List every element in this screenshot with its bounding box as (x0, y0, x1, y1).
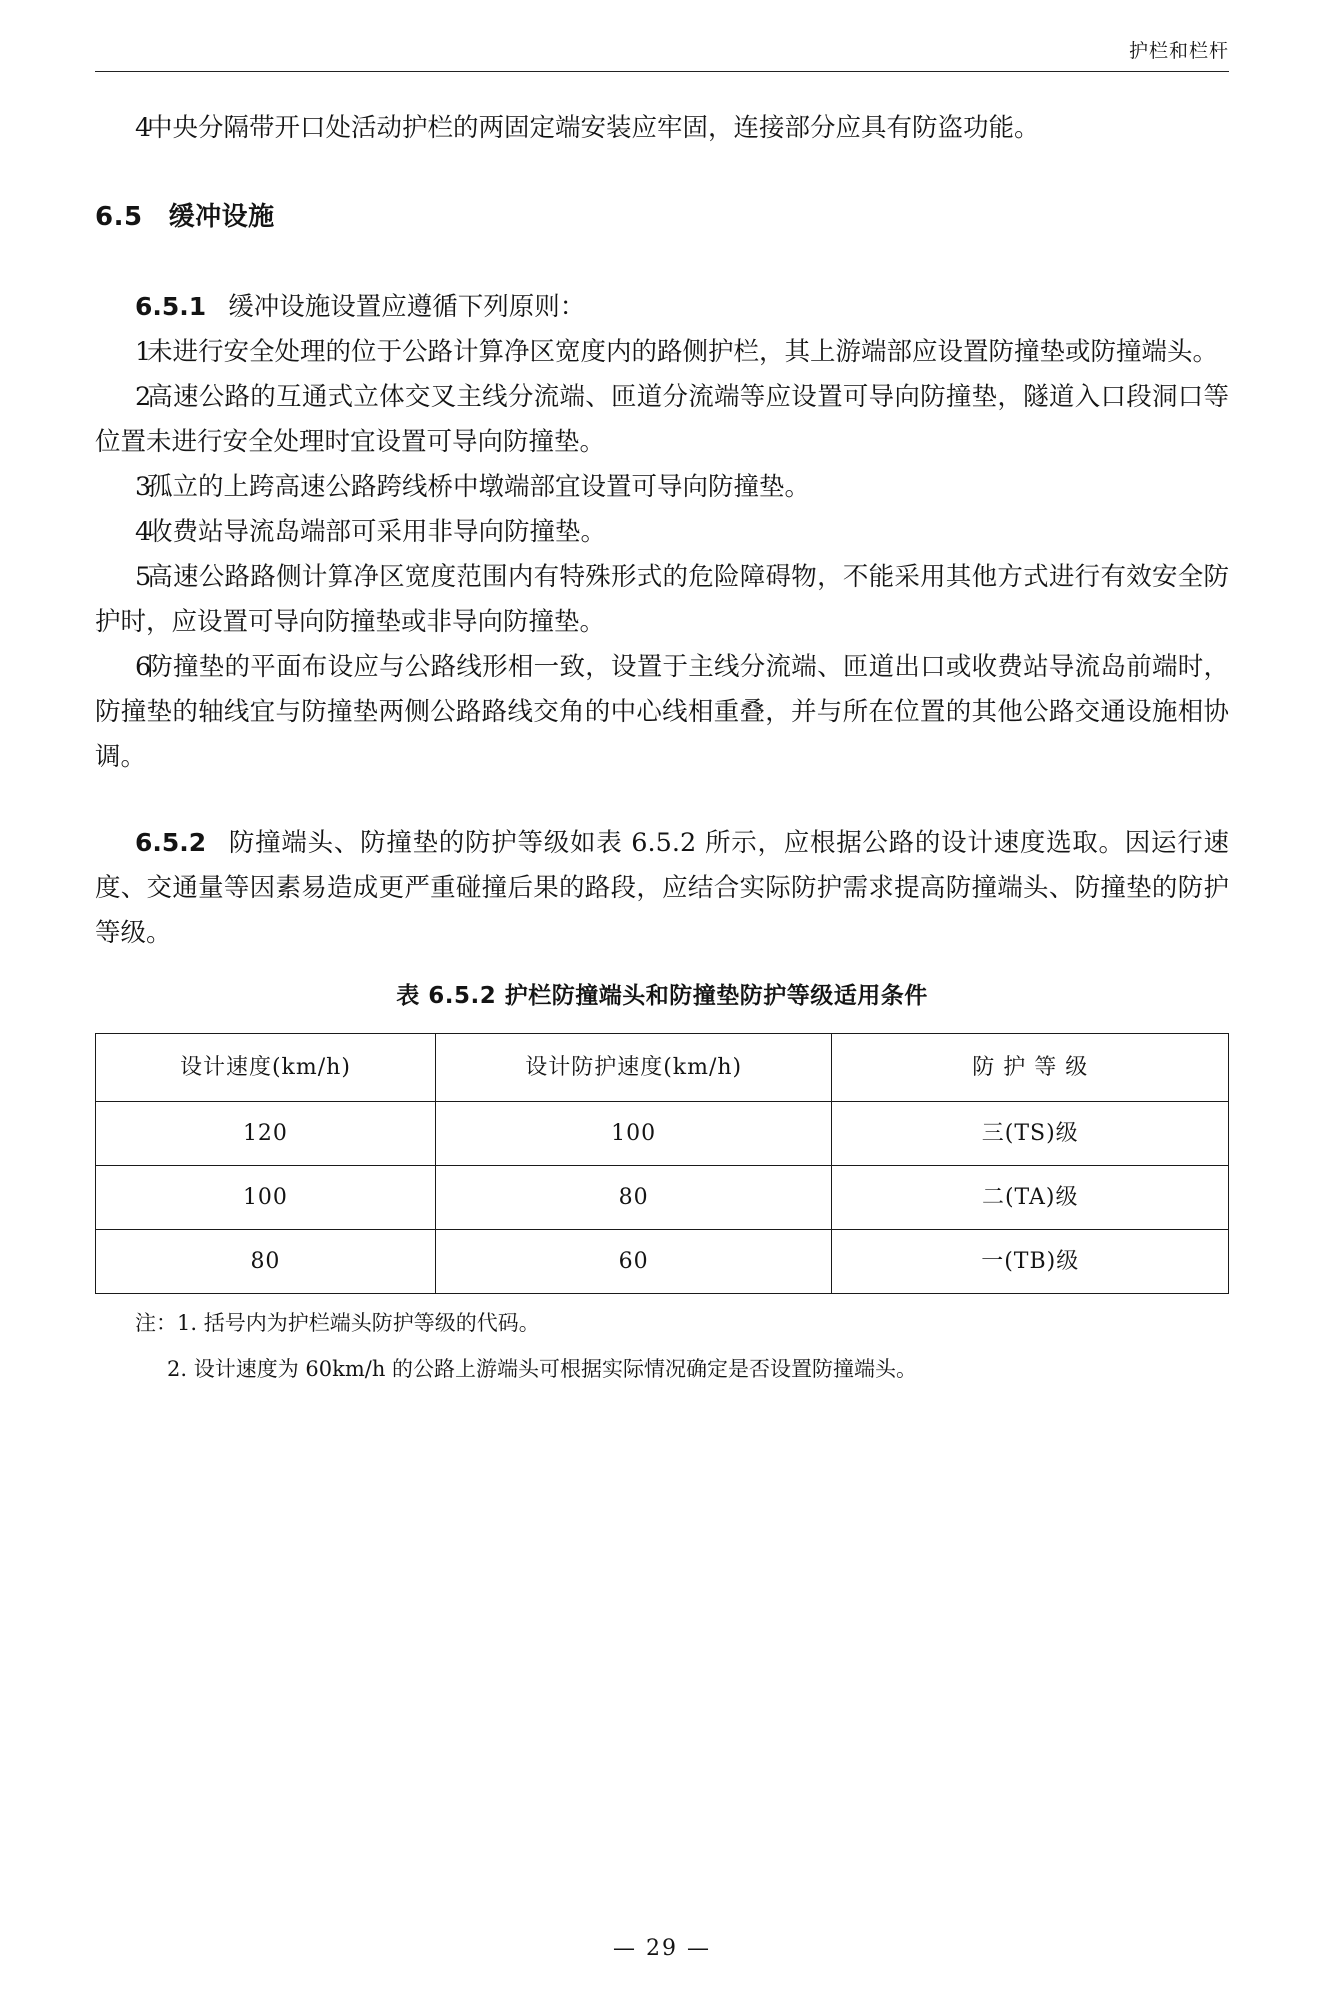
table-note-line: 注：1. 括号内为护栏端头防护等级的代码。 (135, 1311, 540, 1335)
clause-651-number: 6.5.1 (135, 292, 207, 321)
table-row (96, 1166, 1229, 1230)
protection-level-table (95, 1033, 1229, 1294)
table-cell: 100 (96, 1166, 436, 1230)
page-header (95, 0, 1229, 72)
section-title: 缓冲设施 (168, 202, 275, 232)
list-item-text: 高速公路路侧计算净区宽度范围内有特殊形式的危险障碍物，不能采用其他方式进行有效安全防护时，应设置可导向防撞垫或非导向防撞垫。 (95, 562, 1229, 637)
table-header-cell: 设计速度(km/h) (96, 1034, 436, 1102)
table-header-cell: 防 护 等 级 (832, 1034, 1229, 1102)
table-row (96, 1230, 1229, 1294)
list-item (95, 330, 1229, 375)
list-item (95, 510, 1229, 555)
table-cell: 三(TS)级 (832, 1102, 1229, 1166)
page-content (95, 106, 1229, 1386)
list-item-number: 3 (135, 472, 152, 502)
table-row (96, 1102, 1229, 1166)
list-item-text: 收费站导流岛端部可采用非导向防撞垫。 (147, 517, 607, 547)
list-item (95, 465, 1229, 510)
clause-652-number: 6.5.2 (135, 828, 207, 857)
page-number: — 29 — (613, 1936, 711, 1961)
list-item-number: 1 (135, 337, 152, 367)
list-item-text: 高速公路的互通式立体交叉主线分流端、匝道分流端等应设置可导向防撞垫，隧道入口段洞口等位置未进行安全处理时宜设置可导向防撞垫。 (95, 382, 1229, 457)
table-header-row (96, 1034, 1229, 1102)
paragraph-spacer (95, 780, 1229, 820)
clause-651-lead: 缓冲设施设置应遵循下列原则： (228, 292, 586, 322)
table-caption: 表 6.5.2 护栏防撞端头和防撞垫防护等级适用条件 (396, 983, 928, 1009)
table-cell: 60 (435, 1230, 832, 1294)
top-list-item-number: 4 (135, 113, 152, 143)
table-note-line: 2. 设计速度为 60km/h 的公路上游端头可根据实际情况确定是否设置防撞端头。 (167, 1357, 918, 1381)
list-item-number: 4 (135, 517, 152, 547)
list-item-text: 孤立的上跨高速公路跨线桥中墩端部宜设置可导向防撞垫。 (147, 472, 811, 502)
top-list-item-text: 中央分隔带开口处活动护栏的两固定端安装应牢固，连接部分应具有防盗功能。 (147, 113, 1040, 143)
table-cell: 100 (435, 1102, 832, 1166)
list-item-text: 防撞垫的平面布设应与公路线形相一致，设置于主线分流端、匝道出口或收费站导流岛前端时，防撞垫的轴线宜与防撞垫两侧公路路线交角的中心线相重叠，并与所在位置的其他公路交通设施相协调。 (95, 652, 1229, 772)
list-item-number: 6 (135, 652, 152, 682)
list-item-text: 未进行安全处理的位于公路计算净区宽度内的路侧护栏，其上游端部应设置防撞垫或防撞端头。 (147, 337, 1219, 367)
header-divider (95, 71, 1229, 72)
clause-651 (95, 284, 1229, 330)
table-header-cell: 设计防护速度(km/h) (435, 1034, 832, 1102)
table-cell: 80 (96, 1230, 436, 1294)
list-item (95, 375, 1229, 465)
clause-652-text: 防撞端头、防撞垫的防护等级如表 6.5.2 所示，应根据公路的设计速度选取。因运行速度、交通量等因素易造成更严重碰撞后果的路段，应结合实际防护需求提高防撞端头、防撞垫的防护等级。 (95, 828, 1229, 948)
list-item (95, 555, 1229, 645)
table-cell: 80 (435, 1166, 832, 1230)
list-item-number: 2 (135, 382, 152, 412)
top-list-item (95, 106, 1229, 151)
page-footer (0, 1936, 1324, 1961)
list-item (95, 645, 1229, 780)
table-cell: 二(TA)级 (832, 1166, 1229, 1230)
section-heading (95, 195, 1229, 240)
list-item-number: 5 (135, 562, 152, 592)
table-cell: 一(TB)级 (832, 1230, 1229, 1294)
running-title: 护栏和栏杆 (1128, 40, 1229, 62)
table-cell: 120 (96, 1102, 436, 1166)
clause-652 (95, 820, 1229, 956)
section-number: 6.5 (95, 202, 143, 232)
